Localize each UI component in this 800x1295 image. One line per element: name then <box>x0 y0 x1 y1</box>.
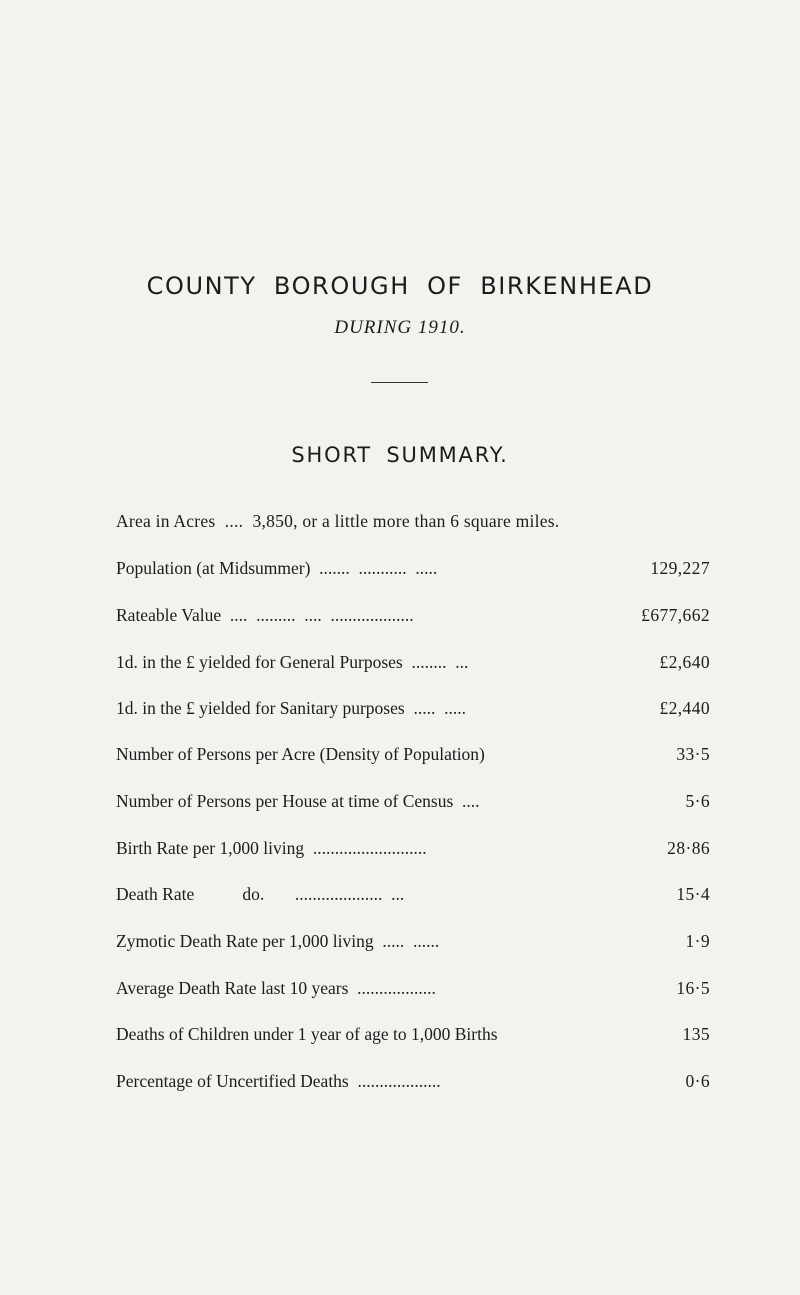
row-value: £2,440 <box>659 698 710 718</box>
summary-row <box>116 976 710 1000</box>
row-label: Number of Persons per House at time of Census .... <box>116 791 480 811</box>
document-subtitle: DURING 1910. <box>334 317 466 338</box>
row-label: Zymotic Death Rate per 1,000 living ..... ...... <box>116 931 440 951</box>
row-value: 1·9 <box>685 931 710 951</box>
row-value: 129,227 <box>650 558 710 578</box>
section-title: SHORT SUMMARY. <box>291 443 509 467</box>
row-value: 16·5 <box>676 978 710 998</box>
divider-rule <box>371 382 428 383</box>
row-label: Percentage of Uncertified Deaths ................... <box>116 1071 441 1091</box>
summary-row <box>116 789 710 813</box>
row-value: £2,640 <box>659 652 710 672</box>
summary-row <box>116 1069 710 1093</box>
document-title: COUNTY BOROUGH OF BIRKENHEAD <box>146 272 654 300</box>
summary-row <box>116 742 710 766</box>
row-label: Average Death Rate last 10 years .................. <box>116 978 436 998</box>
row-label: Rateable Value .... ......... .... ................... <box>116 605 414 625</box>
row-label: Number of Persons per Acre (Density of Population) <box>116 744 485 764</box>
row-value: 33·5 <box>676 744 710 764</box>
summary-row <box>116 882 710 906</box>
summary-row <box>116 929 710 953</box>
row-label: 1d. in the £ yielded for Sanitary purposes ..... ..... <box>116 698 466 718</box>
row-value: 0·6 <box>685 1071 710 1091</box>
summary-row <box>116 556 710 580</box>
row-label: Population (at Midsummer) ....... ........... ..... <box>116 558 438 578</box>
row-value: 15·4 <box>676 884 710 904</box>
row-label: Deaths of Children under 1 year of age to 1,000 Births <box>116 1024 498 1044</box>
summary-row-area <box>116 509 710 533</box>
row-value: 28·86 <box>667 838 710 858</box>
summary-row <box>116 650 710 674</box>
area-line: Area in Acres .... 3,850, or a little more than 6 square miles. <box>116 511 560 531</box>
summary-row <box>116 1022 710 1046</box>
row-label: Death Rate do. .................... ... <box>116 884 405 904</box>
row-value: 135 <box>682 1024 710 1044</box>
summary-row <box>116 696 710 720</box>
row-label: 1d. in the £ yielded for General Purposes ........ ... <box>116 652 469 672</box>
row-value: £677,662 <box>641 605 710 625</box>
row-value: 5·6 <box>685 791 710 811</box>
row-label: Birth Rate per 1,000 living .......................... <box>116 838 427 858</box>
summary-row <box>116 836 710 860</box>
summary-row <box>116 603 710 627</box>
